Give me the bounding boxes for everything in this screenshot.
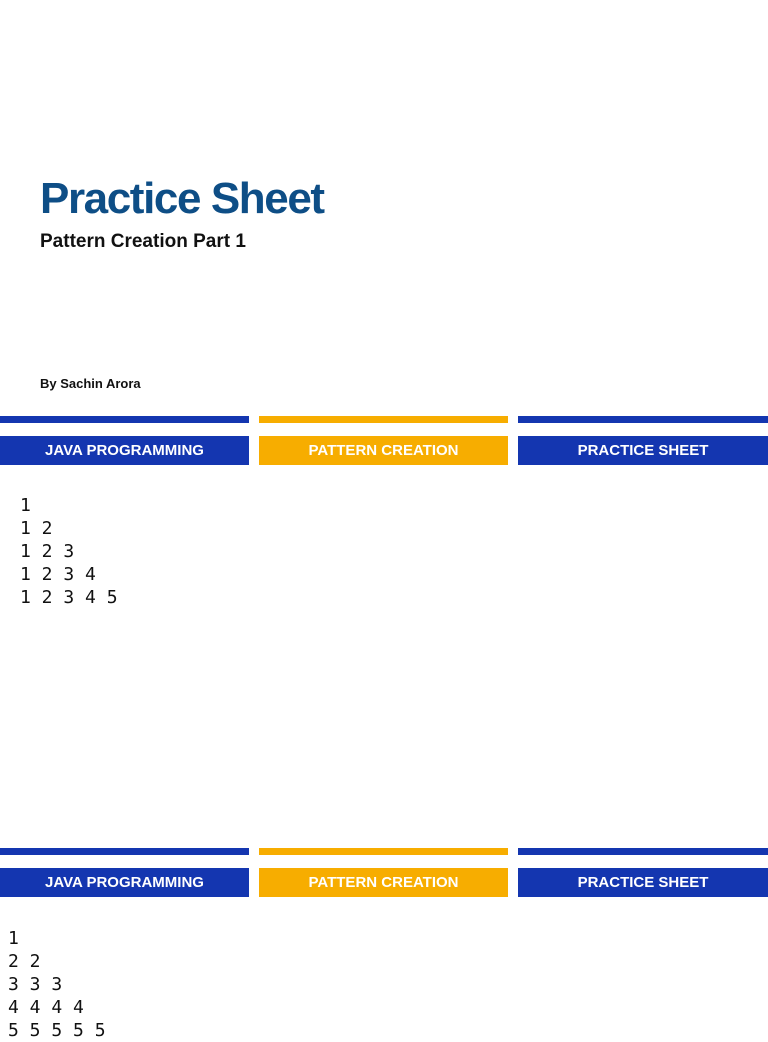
blue-rule [0, 416, 249, 423]
page-subtitle: Pattern Creation Part 1 [40, 231, 246, 252]
pattern-row: 1 2 3 [20, 541, 75, 562]
pattern-row: 5 5 5 5 5 [8, 1020, 106, 1041]
number-pattern-1 [20, 494, 118, 609]
blue-rule [0, 848, 249, 855]
pattern-row: 1 2 3 4 5 [20, 587, 118, 608]
pattern-row: 1 [20, 495, 31, 516]
tag-java-programming: JAVA PROGRAMMING [0, 868, 249, 897]
blue-rule [518, 416, 768, 423]
orange-rule [259, 416, 508, 423]
pattern-row: 1 2 [20, 518, 53, 539]
tag-pattern-creation: PATTERN CREATION [259, 436, 508, 465]
page-title: Practice Sheet [40, 174, 324, 223]
tag-practice-sheet: PRACTICE SHEET [518, 436, 768, 465]
pattern-row: 2 2 [8, 951, 41, 972]
author-byline: By Sachin Arora [40, 376, 141, 391]
pattern-row: 3 3 3 [8, 974, 63, 995]
tag-java-programming: JAVA PROGRAMMING [0, 436, 249, 465]
pattern-row: 1 [8, 928, 19, 949]
pattern-row: 4 4 4 4 [8, 997, 84, 1018]
blue-rule [518, 848, 768, 855]
tag-practice-sheet: PRACTICE SHEET [518, 868, 768, 897]
tag-pattern-creation: PATTERN CREATION [259, 868, 508, 897]
pattern-row: 1 2 3 4 [20, 564, 96, 585]
section-banner-1 [0, 416, 768, 465]
number-pattern-2 [8, 927, 106, 1042]
section-banner-2 [0, 848, 768, 897]
orange-rule [259, 848, 508, 855]
